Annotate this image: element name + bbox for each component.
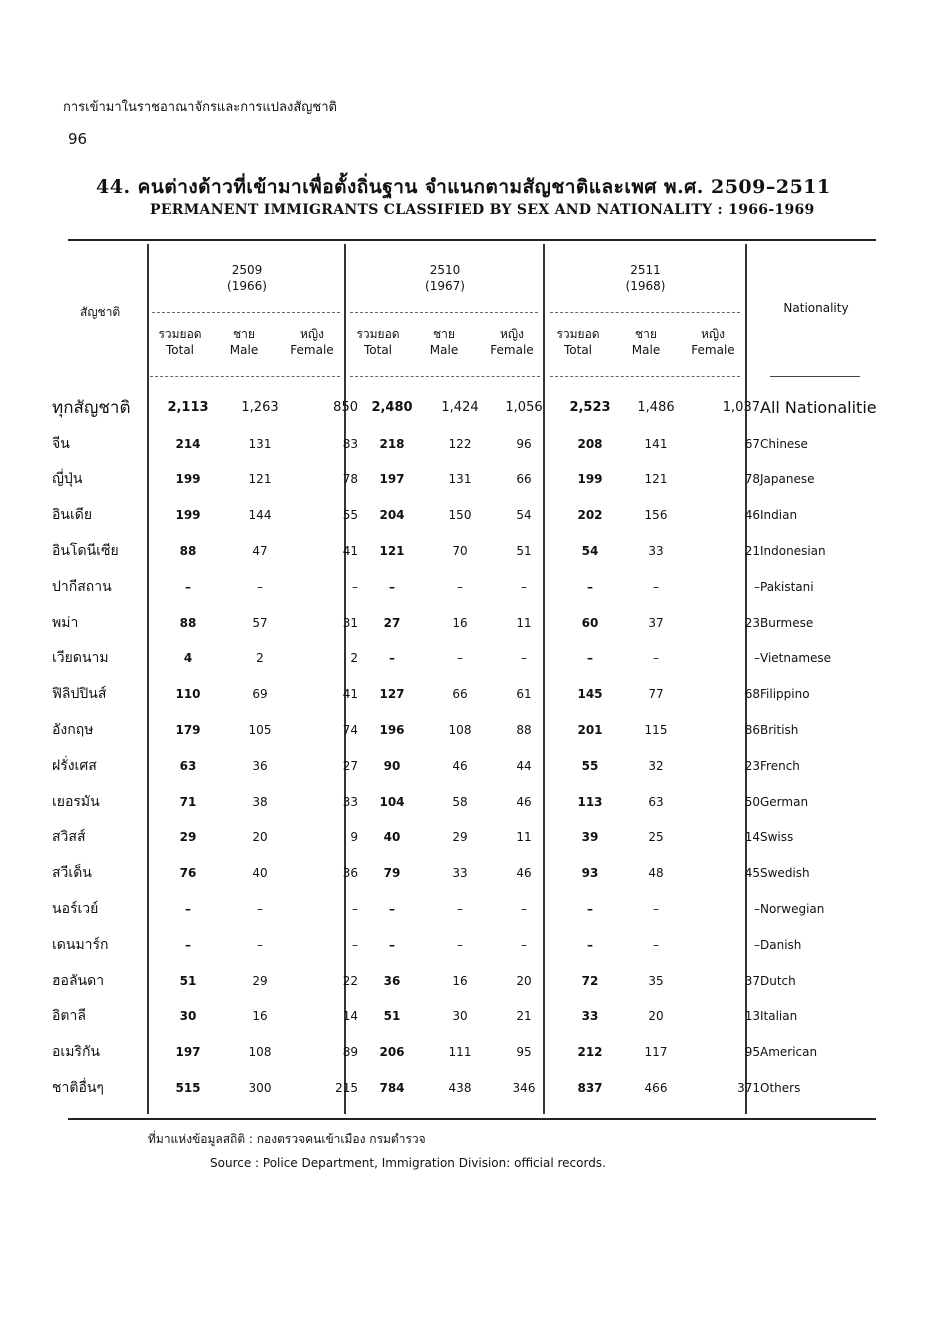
cell-value: 36 <box>342 866 358 881</box>
cell-value: 51 <box>516 544 532 559</box>
table-row <box>52 784 890 820</box>
cell-value: 33 <box>648 544 664 559</box>
cell-value: 14 <box>342 1009 358 1024</box>
cell-value: 54 <box>516 508 532 523</box>
cell-value: 105 <box>248 723 272 738</box>
row-label-english: American <box>760 1045 818 1060</box>
row-label-thai: สวิสส์ <box>52 829 86 846</box>
cell-value: 1,037 <box>722 400 760 416</box>
cell-value: 33 <box>452 866 468 881</box>
cell-value: 156 <box>644 508 668 523</box>
cell-value: 2 <box>256 651 264 666</box>
row-label-thai: อังกฤษ <box>52 722 94 739</box>
cell-value: 196 <box>379 723 405 738</box>
cell-value: 108 <box>448 723 472 738</box>
cell-value: 2 <box>350 651 358 666</box>
cell-value: 115 <box>644 723 668 738</box>
immigrants-table <box>52 390 890 1106</box>
cell-value: – <box>587 902 593 917</box>
year-2509: 2509 (1966) <box>227 263 267 293</box>
cell-value: 204 <box>379 508 405 523</box>
cell-value: – <box>457 579 463 594</box>
year-underline-2511 <box>550 312 740 313</box>
cell-value: 46 <box>744 508 760 523</box>
cell-value: – <box>257 902 263 917</box>
cell-value: 25 <box>648 830 664 845</box>
row-label-thai: นอร์เวย์ <box>52 901 99 918</box>
subhead-female-2509: หญิง Female <box>290 327 334 357</box>
cell-value: 46 <box>516 794 532 809</box>
cell-value: – <box>457 651 463 666</box>
table-row <box>52 569 890 605</box>
row-label-thai: จีน <box>52 435 70 452</box>
subhead-male-2510: ชาย Male <box>429 327 459 357</box>
top-rule <box>68 239 876 241</box>
table-row <box>52 963 890 999</box>
cell-value: 9 <box>350 830 358 845</box>
subhead-female-2511: หญิง Female <box>691 327 735 357</box>
subhead-male-2511: ชาย Male <box>631 327 661 357</box>
cell-value: 63 <box>179 758 197 773</box>
cell-value: 30 <box>179 1009 197 1024</box>
row-label-thai: อิตาลี <box>52 1008 86 1025</box>
cell-value: 95 <box>516 1045 532 1060</box>
row-label-english: Indian <box>760 508 798 523</box>
cell-value: 33 <box>581 1009 599 1024</box>
table-row <box>52 1070 890 1106</box>
cell-value: 90 <box>383 758 401 773</box>
subhead-female-2510: หญิง Female <box>490 327 534 357</box>
row-label-english: Vietnamese <box>760 651 832 666</box>
cell-value: 1,056 <box>505 400 543 416</box>
cell-value: – <box>185 937 191 952</box>
cell-value: 122 <box>448 436 472 451</box>
subhead-total-2509: รวมยอด Total <box>158 327 202 357</box>
cell-value: – <box>457 937 463 952</box>
row-label-thai: สวีเด็น <box>52 865 92 882</box>
cell-value: 83 <box>342 436 358 451</box>
cell-value: 850 <box>333 400 358 416</box>
row-label-thai: เวียดนาม <box>52 650 109 667</box>
cell-value: 37 <box>648 615 664 630</box>
cell-value: 36 <box>252 758 268 773</box>
cell-value: 67 <box>744 436 760 451</box>
cell-value: 145 <box>577 687 603 702</box>
cell-value: 72 <box>581 973 599 988</box>
year-2510: 2510 (1967) <box>425 263 465 293</box>
cell-value: – <box>389 579 395 594</box>
cell-value: 1,424 <box>441 400 479 416</box>
cell-value: 88 <box>179 544 197 559</box>
cell-value: 2,523 <box>569 400 611 416</box>
row-label-english: British <box>760 723 799 738</box>
cell-value: – <box>521 579 527 594</box>
row-label-english: Japanese <box>760 472 815 487</box>
row-label-english: Italian <box>760 1009 798 1024</box>
cell-value: 69 <box>252 687 268 702</box>
table-row <box>52 748 890 784</box>
cell-value: – <box>257 937 263 952</box>
cell-value: 14 <box>744 830 760 845</box>
cell-value: 111 <box>448 1045 472 1060</box>
cell-value: 113 <box>577 794 603 809</box>
row-label-thai: ฝรั่งเศส <box>52 757 97 774</box>
cell-value: 88 <box>516 723 532 738</box>
cell-value: 131 <box>248 436 272 451</box>
cell-value: – <box>587 579 593 594</box>
cell-value: – <box>389 651 395 666</box>
row-label-thai: ญี่ปุ่น <box>52 471 83 488</box>
cell-value: 74 <box>342 723 358 738</box>
row-label-thai: อเมริกัน <box>52 1044 100 1061</box>
cell-value: 108 <box>248 1045 272 1060</box>
cell-value: – <box>185 902 191 917</box>
cell-value: 21 <box>516 1009 532 1024</box>
header-nationality-thai: สัญชาติ <box>80 305 121 319</box>
cell-value: 88 <box>179 615 197 630</box>
cell-value: 150 <box>448 508 472 523</box>
cell-value: 41 <box>342 544 358 559</box>
cell-value: 86 <box>744 723 760 738</box>
table-title-english: PERMANENT IMMIGRANTS CLASSIFIED BY SEX AND NATIONALITY : 1966-1969 <box>150 202 815 218</box>
cell-value: 46 <box>452 758 468 773</box>
subhead-total-2510: รวมยอด Total <box>356 327 400 357</box>
cell-value: 77 <box>648 687 664 702</box>
row-label-thai: เยอรมัน <box>52 793 100 810</box>
year-underline-2510 <box>350 312 538 313</box>
cell-value: 127 <box>379 687 405 702</box>
row-label-english: Indonesian <box>760 544 826 559</box>
cell-value: 29 <box>452 830 468 845</box>
row-label-thai: อินโดนีเซีย <box>52 543 119 560</box>
cell-value: 11 <box>516 615 532 630</box>
cell-value: 61 <box>516 687 532 702</box>
row-label-english: Chinese <box>760 436 808 451</box>
table-row <box>52 676 890 712</box>
cell-value: 22 <box>342 973 358 988</box>
cell-value: 78 <box>744 472 760 487</box>
row-label-english: Swedish <box>760 866 810 881</box>
row-label-english: Danish <box>760 937 802 952</box>
cell-value: 121 <box>248 472 272 487</box>
cell-value: 36 <box>383 973 401 988</box>
cell-value: 79 <box>383 866 401 881</box>
cell-value: 38 <box>252 794 268 809</box>
row-label-thai: ฟิลิปปินส์ <box>52 686 107 703</box>
cell-value: – <box>185 579 191 594</box>
cell-value: 45 <box>744 866 760 881</box>
year-underline-2509 <box>152 312 340 313</box>
row-label-thai: พม่า <box>52 614 79 631</box>
cell-value: 48 <box>648 866 664 881</box>
cell-value: – <box>521 651 527 666</box>
table-row <box>52 497 890 533</box>
cell-value: 104 <box>379 794 405 809</box>
cell-value: 51 <box>383 1009 401 1024</box>
cell-value: – <box>587 937 593 952</box>
table-row <box>52 927 890 963</box>
cell-value: 40 <box>383 830 401 845</box>
cell-value: 96 <box>516 436 532 451</box>
cell-value: 215 <box>335 1081 358 1096</box>
cell-value: 197 <box>379 472 405 487</box>
table-row <box>52 390 890 426</box>
cell-value: 346 <box>512 1081 536 1096</box>
cell-value: 208 <box>577 436 603 451</box>
cell-value: 55 <box>581 758 599 773</box>
cell-value: 47 <box>252 544 268 559</box>
cell-value: 199 <box>577 472 603 487</box>
cell-value: 2,480 <box>371 400 413 416</box>
table-title-thai: 44. คนต่างด้าวที่เข้ามาเพื่อตั้งถิ่นฐาน จำแนกตามสัญชาติและเพศ พ.ศ. 2509–2511 <box>96 176 831 198</box>
cell-value: 21 <box>744 544 760 559</box>
source-note-english: Source : Police Department, Immigration Division: official records. <box>210 1156 606 1170</box>
row-label-english: Pakistani <box>760 579 814 594</box>
cell-value: 11 <box>516 830 532 845</box>
cell-value: 32 <box>648 758 664 773</box>
cell-value: – <box>653 651 659 666</box>
table-row <box>52 533 890 569</box>
cell-value: – <box>653 579 659 594</box>
table-row <box>52 712 890 748</box>
row-label-thai: ทุกสัญชาติ <box>52 398 131 419</box>
table-row <box>52 820 890 856</box>
cell-value: 29 <box>179 830 197 845</box>
cell-value: 206 <box>379 1045 405 1060</box>
table-row <box>52 855 890 891</box>
cell-value: 197 <box>175 1045 201 1060</box>
subhead-rule-2510 <box>350 376 540 377</box>
cell-value: 179 <box>175 723 201 738</box>
cell-value: 121 <box>379 544 405 559</box>
cell-value: – <box>352 579 358 594</box>
cell-value: 1,486 <box>637 400 675 416</box>
row-label-english: Filippino <box>760 687 810 702</box>
cell-value: 44 <box>516 758 532 773</box>
bottom-rule <box>68 1118 876 1120</box>
cell-value: – <box>389 902 395 917</box>
cell-value: 371 <box>737 1081 760 1096</box>
row-label-thai: ชาติอื่นๆ <box>52 1080 104 1097</box>
cell-value: 50 <box>744 794 760 809</box>
cell-value: 51 <box>179 973 197 988</box>
cell-value: 121 <box>644 472 668 487</box>
subhead-male-2509: ชาย Male <box>229 327 259 357</box>
cell-value: 23 <box>744 615 760 630</box>
cell-value: 70 <box>452 544 468 559</box>
cell-value: 60 <box>581 615 599 630</box>
row-label-english: German <box>760 794 809 809</box>
row-label-english: All Nationalitie <box>760 398 877 418</box>
cell-value: – <box>754 902 760 917</box>
cell-value: 199 <box>175 472 201 487</box>
row-label-thai: ปากีสถาน <box>52 578 112 595</box>
cell-value: 40 <box>252 866 268 881</box>
running-head: การเข้ามาในราชอาณาจักรและการแปลงสัญชาติ <box>63 100 337 115</box>
cell-value: 212 <box>577 1045 603 1060</box>
cell-value: – <box>389 937 395 952</box>
cell-value: 58 <box>452 794 468 809</box>
cell-value: 4 <box>183 651 193 666</box>
subhead-rule-nationality <box>770 376 860 377</box>
cell-value: 201 <box>577 723 603 738</box>
cell-value: 141 <box>644 436 668 451</box>
cell-value: 20 <box>516 973 532 988</box>
cell-value: – <box>653 902 659 917</box>
cell-value: 33 <box>342 794 358 809</box>
cell-value: 30 <box>452 1009 468 1024</box>
cell-value: – <box>754 579 760 594</box>
subhead-total-2511: รวมยอด Total <box>556 327 600 357</box>
row-label-thai: อินเดีย <box>52 507 93 524</box>
cell-value: 1,263 <box>241 400 279 416</box>
cell-value: 68 <box>744 687 760 702</box>
cell-value: – <box>754 937 760 952</box>
cell-value: – <box>587 651 593 666</box>
cell-value: 93 <box>581 866 599 881</box>
cell-value: 110 <box>175 687 201 702</box>
cell-value: 16 <box>252 1009 268 1024</box>
row-label-english: Norwegian <box>760 902 825 917</box>
cell-value: – <box>754 651 760 666</box>
header-nationality-english: Nationality <box>783 301 849 315</box>
cell-value: 27 <box>383 615 401 630</box>
cell-value: 515 <box>175 1081 201 1096</box>
table-row <box>52 999 890 1035</box>
cell-value: 95 <box>744 1045 760 1060</box>
cell-value: – <box>653 937 659 952</box>
cell-value: 31 <box>342 615 358 630</box>
cell-value: 117 <box>644 1045 668 1060</box>
cell-value: 23 <box>744 758 760 773</box>
subhead-rule-2511 <box>550 376 740 377</box>
cell-value: 20 <box>648 1009 664 1024</box>
page-number: 96 <box>68 130 88 148</box>
table-row <box>52 605 890 641</box>
table-row <box>52 1034 890 1070</box>
cell-value: 66 <box>516 472 532 487</box>
cell-value: 16 <box>452 973 468 988</box>
cell-value: – <box>352 937 358 952</box>
row-label-thai: ฮอลันดา <box>52 972 105 989</box>
cell-value: – <box>521 937 527 952</box>
cell-value: 438 <box>448 1081 472 1096</box>
table-row <box>52 462 890 498</box>
subhead-rule-2509 <box>150 376 340 377</box>
cell-value: 89 <box>342 1045 358 1060</box>
cell-value: 63 <box>648 794 664 809</box>
cell-value: 27 <box>342 758 358 773</box>
cell-value: 300 <box>248 1081 272 1096</box>
cell-value: – <box>257 579 263 594</box>
cell-value: 41 <box>342 687 358 702</box>
cell-value: 2,113 <box>167 400 209 416</box>
year-2511: 2511 (1968) <box>625 263 666 293</box>
cell-value: 37 <box>744 973 760 988</box>
row-label-english: French <box>760 758 800 773</box>
cell-value: 144 <box>248 508 272 523</box>
table-row <box>52 891 890 927</box>
cell-value: 76 <box>179 866 197 881</box>
cell-value: 784 <box>379 1081 405 1096</box>
row-label-thai: เดนมาร์ก <box>52 936 109 953</box>
cell-value: 66 <box>452 687 468 702</box>
cell-value: 78 <box>342 472 358 487</box>
cell-value: 39 <box>581 830 599 845</box>
cell-value: 131 <box>448 472 472 487</box>
cell-value: 54 <box>581 544 599 559</box>
cell-value: 13 <box>744 1009 760 1024</box>
cell-value: 20 <box>252 830 268 845</box>
cell-value: 466 <box>644 1081 668 1096</box>
cell-value: – <box>352 902 358 917</box>
cell-value: 46 <box>516 866 532 881</box>
row-label-english: Swiss <box>760 830 794 845</box>
cell-value: 16 <box>452 615 468 630</box>
cell-value: – <box>521 902 527 917</box>
source-note-thai: ที่มาแห่งข้อมูลสถิติ : กองตรวจคนเข้าเมือง กรมตำรวจ <box>148 1132 426 1146</box>
table-row <box>52 426 890 462</box>
cell-value: 71 <box>179 794 197 809</box>
row-label-english: Burmese <box>760 615 814 630</box>
cell-value: 214 <box>175 436 201 451</box>
cell-value: 35 <box>648 973 664 988</box>
row-label-english: Others <box>760 1081 801 1096</box>
cell-value: 218 <box>379 436 405 451</box>
cell-value: 57 <box>252 615 268 630</box>
cell-value: 202 <box>577 508 603 523</box>
table-row <box>52 641 890 677</box>
cell-value: – <box>457 902 463 917</box>
cell-value: 837 <box>577 1081 603 1096</box>
cell-value: 199 <box>175 508 201 523</box>
row-label-english: Dutch <box>760 973 796 988</box>
cell-value: 29 <box>252 973 268 988</box>
cell-value: 55 <box>342 508 358 523</box>
